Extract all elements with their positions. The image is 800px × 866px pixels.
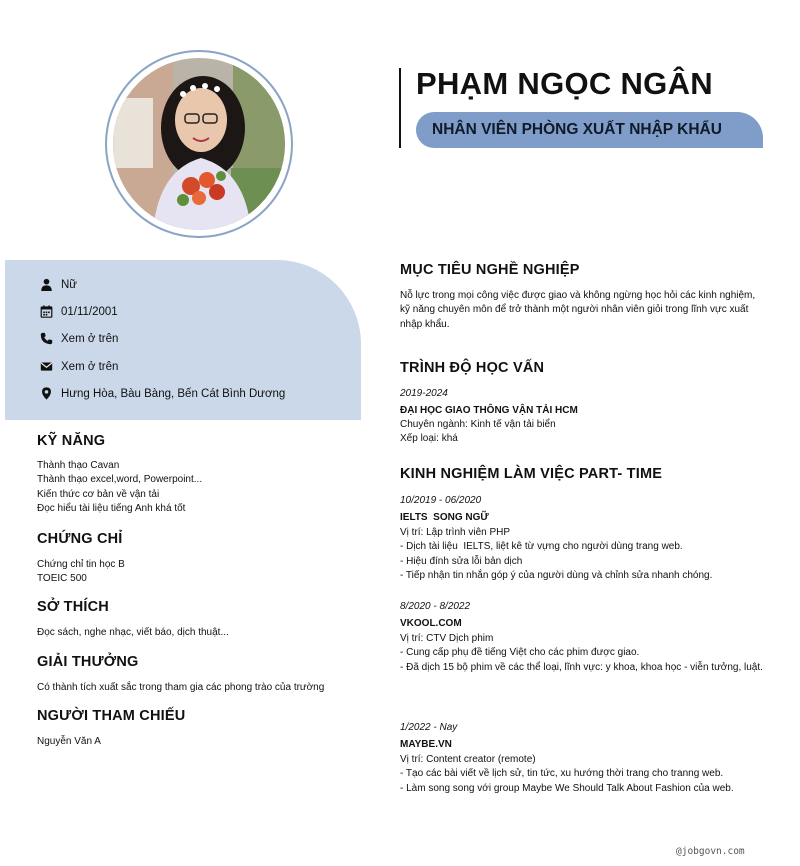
job-period: 1/2022 - Nay [400, 722, 458, 733]
contact-panel [5, 260, 361, 420]
awards-section [37, 654, 324, 695]
mail-icon [40, 360, 53, 373]
list-item: TOEIC 500 [37, 573, 87, 585]
skills-heading: KỸ NĂNG [37, 433, 106, 449]
references-heading: NGƯỜI THAM CHIẾU [37, 708, 186, 724]
job-line: Vị trí: CTV Dịch phim [400, 633, 494, 644]
avatar-frame [105, 50, 293, 238]
birthday-text: 01/11/2001 [61, 305, 118, 318]
phone-icon [40, 332, 53, 345]
hobbies-heading: SỞ THÍCH [37, 599, 109, 615]
job-line: - Đã dịch 15 bộ phim về các thể loại, lĩnh vực: y khoa, khoa học - viễn tưởng, luật. [400, 661, 763, 673]
job-line: Vị trí: Lập trình viên PHP [400, 527, 511, 538]
candidate-name: PHẠM NGỌC NGÂN [416, 66, 713, 101]
list-item: Kiến thức cơ bản về vận tải [37, 488, 160, 500]
awards-heading: GIẢI THƯỞNG [37, 654, 139, 670]
education-grade: Xếp loại: khá [400, 433, 458, 445]
contact-phone [40, 332, 118, 345]
education-school: ĐẠI HỌC GIAO THÔNG VẬN TẢI HCM [400, 405, 578, 416]
avatar [113, 58, 285, 230]
contact-email [40, 360, 118, 373]
skills-section [37, 433, 202, 517]
list-item: Thành thạo Cavan [37, 460, 120, 471]
job-title: NHÂN VIÊN PHÒNG XUẤT NHẬP KHẨU [432, 121, 722, 138]
list-item: Thành thạo excel,word, Powerpoint... [37, 474, 203, 486]
header-divider [399, 68, 401, 148]
job-period: 10/2019 - 06/2020 [400, 495, 482, 506]
job-line: - Tạo các bài viết về lịch sử, tin tức, xu hướng thời trang cho tranng web. [400, 768, 724, 780]
references-text: Nguyễn Văn A [37, 736, 101, 747]
objective-heading: MỤC TIÊU NGHỀ NGHIỆP [400, 262, 580, 278]
gender-text: Nữ [61, 278, 78, 291]
job-line: - Hiệu đính sửa lỗi bản dịch [400, 555, 523, 567]
job-line: - Cung cấp phụ đề tiếng Việt cho các phim được giao. [400, 647, 640, 659]
person-icon [40, 278, 53, 291]
awards-text: Có thành tích xuất sắc trong tham gia các phong trào của trường [37, 682, 325, 693]
job-line: - Làm song song với group Maybe We Should Talk About Fashion của web. [400, 782, 734, 794]
contact-gender [40, 278, 77, 291]
location-pin-icon [40, 387, 53, 400]
job-company: MAYBE.VN [400, 739, 452, 750]
email-text: Xem ở trên [61, 360, 119, 373]
job-period: 8/2020 - 8/2022 [400, 601, 471, 612]
experience-heading: KINH NGHIỆM LÀM VIỆC PART- TIME [400, 466, 663, 482]
certificates-heading: CHỨNG CHỈ [37, 531, 123, 547]
job-line: - Tiếp nhận tin nhắn góp ý của người dùng và chỉnh sửa nhanh chóng. [400, 570, 713, 582]
contact-address [40, 387, 285, 400]
hobbies-section [37, 599, 229, 640]
job-company: VKOOL.COM [400, 618, 462, 629]
education-period: 2019-2024 [400, 388, 448, 399]
objective-section [400, 262, 765, 332]
objective-text: Nỗ lực trong mọi công việc được giao và không ngừng học hỏi các kinh nghiệm, kỹ năng chuyên môn để trở thành một người nhân viên giỏi trong lĩnh vực xuất nhập khẩu. [400, 290, 756, 330]
list-item: Chứng chỉ tin học B [37, 559, 125, 570]
address-text: Hưng Hòa, Bàu Bàng, Bến Cát Bình Dương [61, 387, 286, 400]
portrait-image [113, 58, 285, 230]
certificates-list [37, 558, 125, 587]
watermark: @jobgovn.com [676, 846, 745, 857]
education-section [400, 360, 765, 447]
experience-job [400, 495, 765, 584]
list-item: Đọc hiểu tài liệu tiếng Anh khá tốt [37, 503, 186, 515]
references-section [37, 708, 185, 749]
hobbies-text: Đọc sách, nghe nhạc, viết báo, dịch thuật... [37, 627, 229, 638]
calendar-icon [40, 305, 53, 318]
skills-list [37, 459, 202, 517]
education-heading: TRÌNH ĐỘ HỌC VẤN [400, 360, 545, 376]
contact-birthday [40, 305, 118, 318]
job-title-banner [416, 112, 763, 148]
job-line: - Dịch tài liệu IELTS, liệt kê từ vựng cho người dùng trang web. [400, 541, 683, 553]
phone-text: Xem ở trên [61, 332, 119, 345]
job-line: Vị trí: Content creator (remote) [400, 754, 536, 765]
certificates-section [37, 531, 125, 587]
job-company: IELTS SONG NGỮ [400, 512, 489, 523]
experience-section [400, 466, 765, 482]
experience-job [400, 601, 765, 675]
experience-job [400, 722, 765, 796]
education-major: Chuyên ngành: Kinh tế vận tải biển [400, 419, 556, 430]
